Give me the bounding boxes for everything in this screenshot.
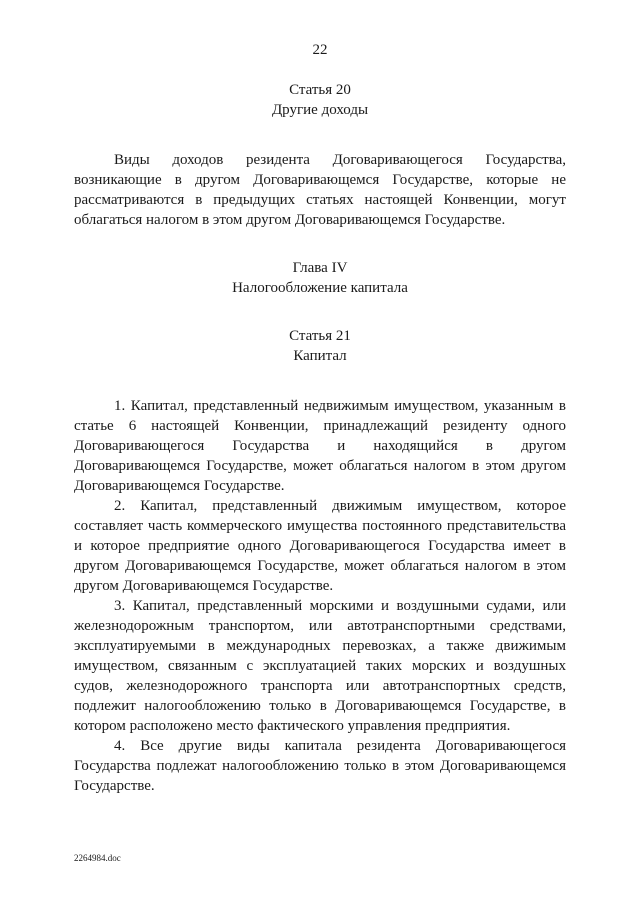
document-body (74, 80, 566, 796)
article-21-heading: Статья 21 (289, 328, 351, 344)
spacer (74, 230, 566, 258)
chapter-4-title: Налогообложение капитала (232, 280, 408, 296)
article-21-paragraph-2: 2. Капитал, представленный движимым имуществом, которое составляет часть коммерческого имущества постоянного представительства и которое предприятие одного Договаривающегося Государства имеет в другом Договаривающемся Государстве, может облагаться налогом в этом другом Договаривающемся Государстве. (74, 498, 566, 594)
article-20-text: Виды доходов резидента Договаривающегося Государства, возникающие в другом Договаривающемся Государстве, которые не рассматриваются в предыдущих статьях настоящей Конвенции, могут облагаться налогом в этом другом Договаривающемся Государстве. (74, 152, 566, 228)
spacer (74, 298, 566, 326)
article-21-title: Капитал (293, 348, 347, 364)
spacer (74, 120, 566, 150)
article-21-paragraph-3: 3. Капитал, представленный морскими и воздушными судами, или железнодорожным транспортом, или автотранспортными средствами, эксплуатируемыми в международных перевозках, а также движимым имуществом, связанным с эксплуатацией таких морских и воздушных судов, железнодорожного транспорта или автотранспортных средств, подлежит налогообложению только в Договаривающемся Государстве, в котором расположено место фактического управления предприятия. (74, 598, 566, 734)
chapter-4-heading: Глава IV (292, 260, 348, 276)
article-21-paragraph-4: 4. Все другие виды капитала резидента Договаривающегося Государства подлежат налогообложению только в этом Договаривающемся Государстве. (74, 738, 566, 794)
article-20-title: Другие доходы (271, 102, 369, 118)
article-21-paragraph-1: 1. Капитал, представленный недвижимым имуществом, указанным в статье 6 настоящей Конвенции, принадлежащий резиденту одного Договаривающегося Государства и находящийся в другом Договаривающемся Государстве, может облагаться налогом в этом другом Договаривающемся Государстве. (74, 398, 566, 494)
page-number: 22 (312, 42, 328, 58)
article-20-heading: Статья 20 (289, 82, 351, 98)
document-filename: 2264984.doc (74, 853, 121, 863)
spacer (74, 366, 566, 396)
